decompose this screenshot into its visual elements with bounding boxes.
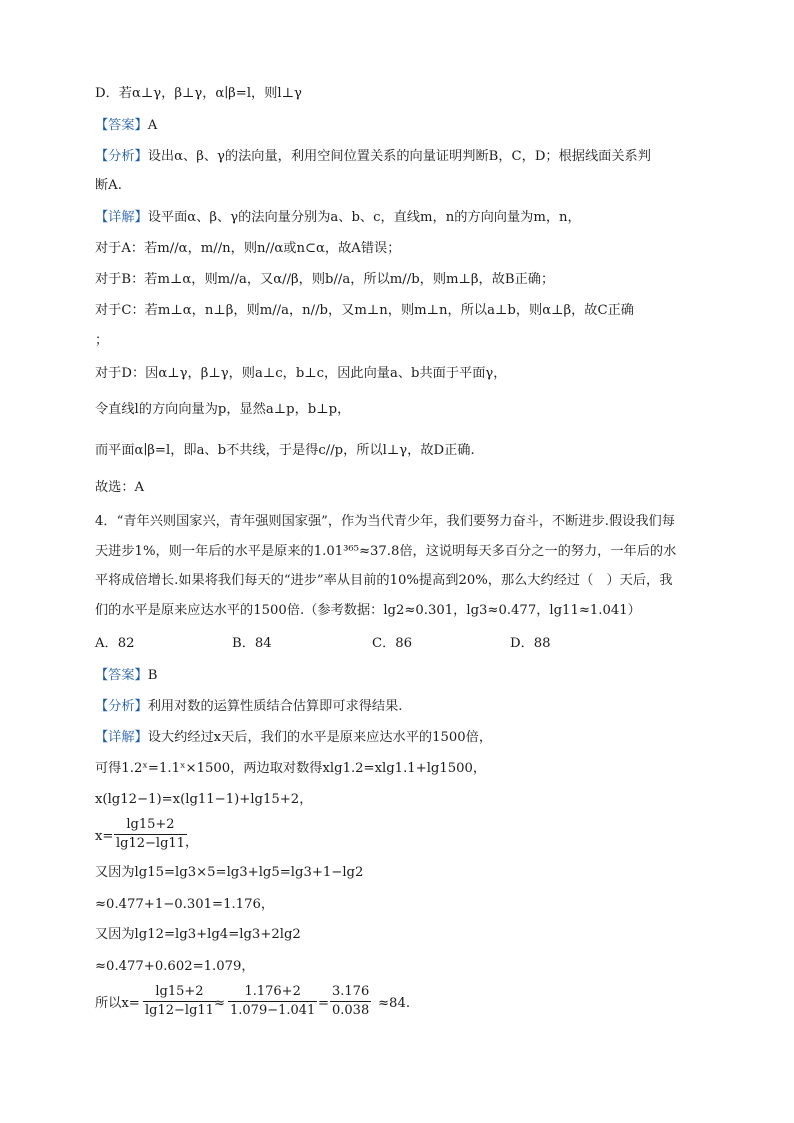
- q3-line-d: 对于D：因α⊥γ，β⊥γ，则a⊥c，b⊥c，因此向量a、b共面于平面γ，: [95, 366, 507, 381]
- q3-line-d2: 令直线l的方向向量为p，显然a⊥p，b⊥p，: [95, 402, 351, 417]
- q3-line-c: 对于C：若m⊥α，n⊥β，则m//a，n//b，又m⊥n，则m⊥n，所以a⊥b，则α⊥β，故C正确: [95, 303, 634, 318]
- detail-text: 设大约经过x天后，我们的水平是原来应达水平的1500倍，: [147, 730, 493, 745]
- q3-answer-line: [95, 116, 157, 136]
- analysis-tag: 【分析】: [95, 149, 148, 164]
- fraction-numerator: lg15+2: [155, 984, 204, 999]
- approx-sign: ≈: [214, 996, 226, 1011]
- final-fraction-3: [330, 984, 371, 1019]
- analysis-text: 设出α、β、γ的法向量，利用空间位置关系的向量证明判断B，C，D；根据线面关系判: [147, 149, 651, 164]
- final-tail: ≈84.: [378, 996, 411, 1011]
- fraction-bar: [228, 1001, 317, 1002]
- q4-option-c: C．86: [372, 636, 413, 651]
- q3-line-d3: 而平面α∣β=l，即a、b不共线，于是得c//p，所以l⊥γ，故D正确.: [95, 443, 475, 458]
- q3-line-b: 对于B：若m⊥α，则m//a，又α//β，则b//a，所以m//b，则m⊥β，故B正确；: [95, 272, 555, 287]
- q4-detail-6: ≈0.477+1−0.301=1.176，: [95, 897, 275, 912]
- detail-text: 设平面α、β、γ的法向量分别为a、b、c，直线m，n的方向向量为m，n，: [147, 210, 581, 225]
- q4-option-d: D．88: [510, 636, 551, 651]
- q4-detail-7: 又因为lg12=lg3+lg4=lg3+2lg2: [95, 927, 301, 942]
- detail-tag: 【详解】: [95, 730, 148, 745]
- q4-option-a: A．82: [95, 636, 135, 651]
- final-fraction-2: [228, 984, 317, 1019]
- final-fraction-1: [143, 984, 216, 1019]
- fraction-x: [114, 817, 187, 852]
- q4-stem-4: 们的水平是原来应达水平的1500倍.（参考数据：lg2≈0.301，lg3≈0.477，lg11≈1.041）: [95, 603, 641, 618]
- answer-tag: 【答案】: [95, 668, 148, 683]
- analysis-tag: 【分析】: [95, 699, 148, 714]
- fraction-bar: [143, 1001, 216, 1002]
- answer-value: A: [147, 118, 158, 133]
- answer-tag: 【答案】: [95, 118, 148, 133]
- q4-detail-8: ≈0.477+0.602=1.079，: [95, 959, 255, 974]
- fraction-denominator: 0.038: [332, 1003, 370, 1018]
- fraction-bar: [330, 1001, 371, 1002]
- analysis-text: 利用对数的运算性质结合估算即可求得结果.: [147, 699, 403, 714]
- fraction-denominator: lg12−lg11: [116, 836, 185, 851]
- q4-stem-1: 4．“青年兴则国家兴，青年强则国家强”，作为当代青少年，我们要努力奋斗，不断进步.假设我们每: [95, 514, 675, 529]
- final-prefix: 所以x=: [95, 996, 140, 1011]
- q4-answer-line: [95, 666, 157, 686]
- q3-detail-line: [95, 208, 581, 228]
- q4-analysis-line: [95, 697, 403, 717]
- fraction-numerator: lg15+2: [126, 817, 175, 832]
- answer-value: B: [147, 668, 158, 683]
- q4-stem-3: 平将成倍增长.如果将我们每天的“进步”率从目前的10%提高到20%，那么大约经过（ ）天后，我: [95, 573, 673, 588]
- fraction-numerator: 3.176: [332, 984, 370, 999]
- q4-stem-2: 天进步1%，则一年后的水平是原来的1.01³⁶⁵≈37.8倍，这说明每天多百分之一的努力，一年后的水: [95, 544, 677, 559]
- q3-analysis-line: [95, 147, 651, 167]
- fraction-denominator: 1.079−1.041: [230, 1003, 316, 1018]
- fraction-numerator: 1.176+2: [244, 984, 301, 999]
- q3-analysis-line-2: 断A.: [95, 178, 122, 193]
- q3-option-d: D．若α⊥γ，β⊥γ，α∣β=l，则l⊥γ: [95, 86, 302, 101]
- q4-detail-line: [95, 728, 492, 748]
- equals-sign: =: [318, 996, 330, 1011]
- q4-detail-2: 可得1.2ˣ=1.1ˣ×1500，两边取对数得xlg1.2=xlg1.1+lg1500，: [95, 761, 487, 776]
- q3-choose: 故选：A: [95, 480, 145, 495]
- fraction-denominator: lg12−lg11: [145, 1003, 214, 1018]
- q4-detail-3: x(lg12−1)=x(lg11−1)+lg15+2，: [95, 792, 313, 807]
- q3-line-c2: ；: [95, 333, 109, 348]
- fraction-tail: ，: [185, 835, 199, 850]
- q4-detail-5: 又因为lg15=lg3×5=lg3+lg5=lg3+1−lg2: [95, 865, 364, 880]
- q4-option-b: B．84: [232, 636, 272, 651]
- detail-tag: 【详解】: [95, 210, 148, 225]
- fraction-bar: [114, 834, 187, 835]
- x-prefix: x=: [95, 829, 114, 844]
- q3-line-a: 对于A：若m//α，m//n，则n//α或n⊂α，故A错误；: [95, 241, 401, 256]
